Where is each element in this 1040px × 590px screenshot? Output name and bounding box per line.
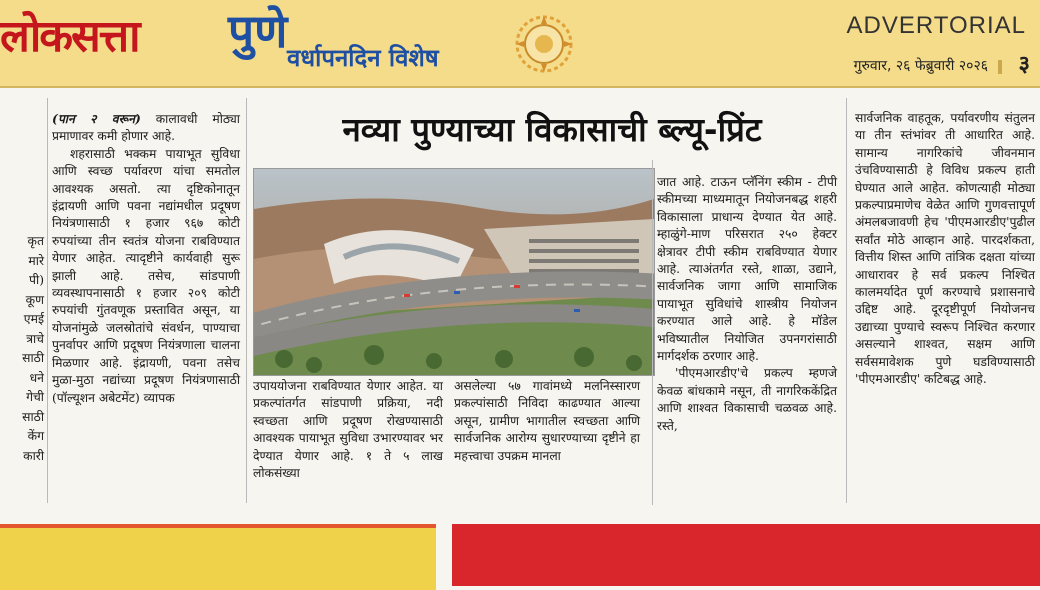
article-column-3 — [454, 378, 640, 465]
edition-title: वर्धापनदिन विशेष — [287, 44, 439, 72]
fragment-line: मारे — [28, 253, 44, 268]
page-number: ३ — [1018, 52, 1030, 77]
advertisement-left — [0, 524, 436, 590]
continuation-ref: (पान २ वरून) — [52, 111, 141, 126]
left-edge-fragments — [0, 232, 44, 466]
article-column-2 — [253, 378, 443, 482]
fragment-line: साठी — [22, 409, 44, 424]
fragment-line: कृत — [27, 234, 44, 248]
paragraph: शहरासाठी भक्कम पायाभूत सुविधा आणि स्वच्छ पर्यावरण यांचा समतोल आवश्यक असतो. त्या दृष्टिकोनातून इंद्रायणी आणि पवना नद्यांमधील प्रदूषण नियंत्रणासाठी १ हजार ९६७ कोटी रुपयांच्या तीन स्वतंत्र योजना राबविण्यात येणार आहेत. त्यादृष्टीने कार्यवाही सुरू झाली आहे. तसेच, सांडपाणी व्यवस्थापनासाठी १ हजार २०९ कोटी रुपयांची गुंतवणूक प्रस्तावित असून, या योजनांमुळे जलस्रोतांचे संवर्धन, पाण्याचा पुनर्वापर आणि प्रदूषण नियंत्रणाला चालना मिळणार आहे. इंद्रायणी, पवना तसेच मुळा-मुठा नद्यांच्या प्रदूषण नियंत्रणासाठी (पॉल्यूशन अबेटमेंट) व्यापक — [52, 146, 240, 405]
continuation-lead — [52, 110, 240, 146]
column-rule — [246, 98, 247, 503]
paragraph: सार्वजनिक वाहतूक, पर्यावरणीय संतुलन या तीन स्तंभांवर ती आधारित आहे. सामान्य नागरिकांचे जीवनमान उंचविण्यासाठी हे विविध प्रकल्प हाती घेण्यात आले आहेत. कोणत्याही मोठ्या प्रकल्पाप्रमाणेच वेळेत आणि गुणवत्तापूर्ण अंमलबजावणी हेच 'पीएमआरडीए'पुढील सर्वांत मोठे आव्हान आहे. पारदर्शकता, वित्तीय शिस्त आणि तांत्रिक दक्षता यांच्या आधारावर हे सर्व प्रकल्प निश्चित कालमर्यादेत पूर्ण करण्याचे प्रशासनाचे उद्दिष्ट आहे. दूरदृष्टीपूर्ण नियोजनच उद्याच्या पुण्याचे स्वरूप निश्चित करणार असल्याने शाश्वत, सक्षम आणि सर्वसमावेशक पुणे घडविण्यासाठी 'पीएमआरडीए' कटिबद्ध आहे. — [855, 111, 1035, 387]
issue-date: गुरुवार, २६ फेब्रुवारी २०२६ — [853, 58, 988, 74]
anniversary-emblem-icon — [512, 12, 576, 76]
article-column-4 — [657, 174, 837, 435]
fragment-line: साठी — [22, 351, 44, 365]
fragment-line: एमई — [23, 312, 44, 326]
fragment-line: गेची — [26, 390, 44, 404]
fragment-line: त्राचे — [26, 331, 44, 346]
brand-city-logo: पुणे — [228, 4, 288, 58]
page-divider — [998, 60, 1002, 74]
article-headline: नव्या पुण्याच्या विकासाची ब्ल्यू-प्रिंट — [342, 110, 762, 149]
fragment-line: कारी — [23, 448, 44, 463]
fragment-line: केंग — [27, 429, 44, 443]
paragraph: जात आहे. टाऊन प्लॅनिंग स्कीम - टीपी स्कीमच्या माध्यमातून नियोजनबद्ध शहरी विकासाला प्राधान्य देण्यात येत आहे. म्हाळुंगे-माण परिसरात २५० हेक्टर क्षेत्रावर टीपी स्कीम राबविण्यात येणार आहे. त्याअंतर्गत रस्ते, शाळा, उद्याने, सार्वजनिक जागा आणि सामाजिक पायाभूत सुविधांचे शास्त्रीय नियोजन करण्यात आले आहे. हे मॉडेल भविष्यातील नियोजित उपनगरांसाठी मार्गदर्शक ठरणार आहे. — [657, 175, 837, 364]
column-rule — [846, 98, 847, 503]
paragraph: उपाययोजना राबविण्यात येणार आहेत. या प्रकल्पांतर्गत सांडपाणी प्रक्रिया, नदी स्वच्छता आणि प्रदूषण रोखण्यासाठी आवश्यक पायाभूत सुविधा उभारण्यावर भर देण्यात येणार आहे. १ ते ५ लाख लोकसंख्या — [253, 379, 443, 481]
fragment-line: कूण — [25, 292, 44, 307]
fragment-line: धने — [29, 370, 44, 385]
project-rendering-image — [253, 168, 655, 376]
article-column-1 — [52, 110, 240, 407]
column-rule — [47, 98, 48, 503]
masthead — [0, 0, 1040, 88]
advertorial-label: ADVERTORIAL — [846, 12, 1026, 39]
brand-logo: लोकसत्ता — [0, 11, 139, 62]
lead-text: कालावधी मोठ्या प्रमाणावर कमी होणार आहे. — [52, 112, 240, 144]
paragraph: असलेल्या ५७ गावांमध्ये मलनिस्सारण प्रकल्पांसाठी निविदा काढण्यात आल्या असून, ग्रामीण भागातील स्वच्छता आणि सार्वजनिक आरोग्य सुधारण्याच्या दृष्टीने हा महत्त्वाचा उपक्रम मानला — [454, 379, 640, 463]
column-rule — [652, 160, 653, 505]
article-column-5 — [855, 110, 1035, 389]
fragment-line: पी) — [29, 273, 44, 287]
advertisement-right — [452, 524, 1040, 586]
paragraph: 'पीएमआरडीए'चे प्रकल्प म्हणजे केवळ बांधकामे नसून, ती नागरिककेंद्रित आणि शाश्वत विकासाची चळवळ आहे. रस्ते, — [657, 366, 837, 433]
